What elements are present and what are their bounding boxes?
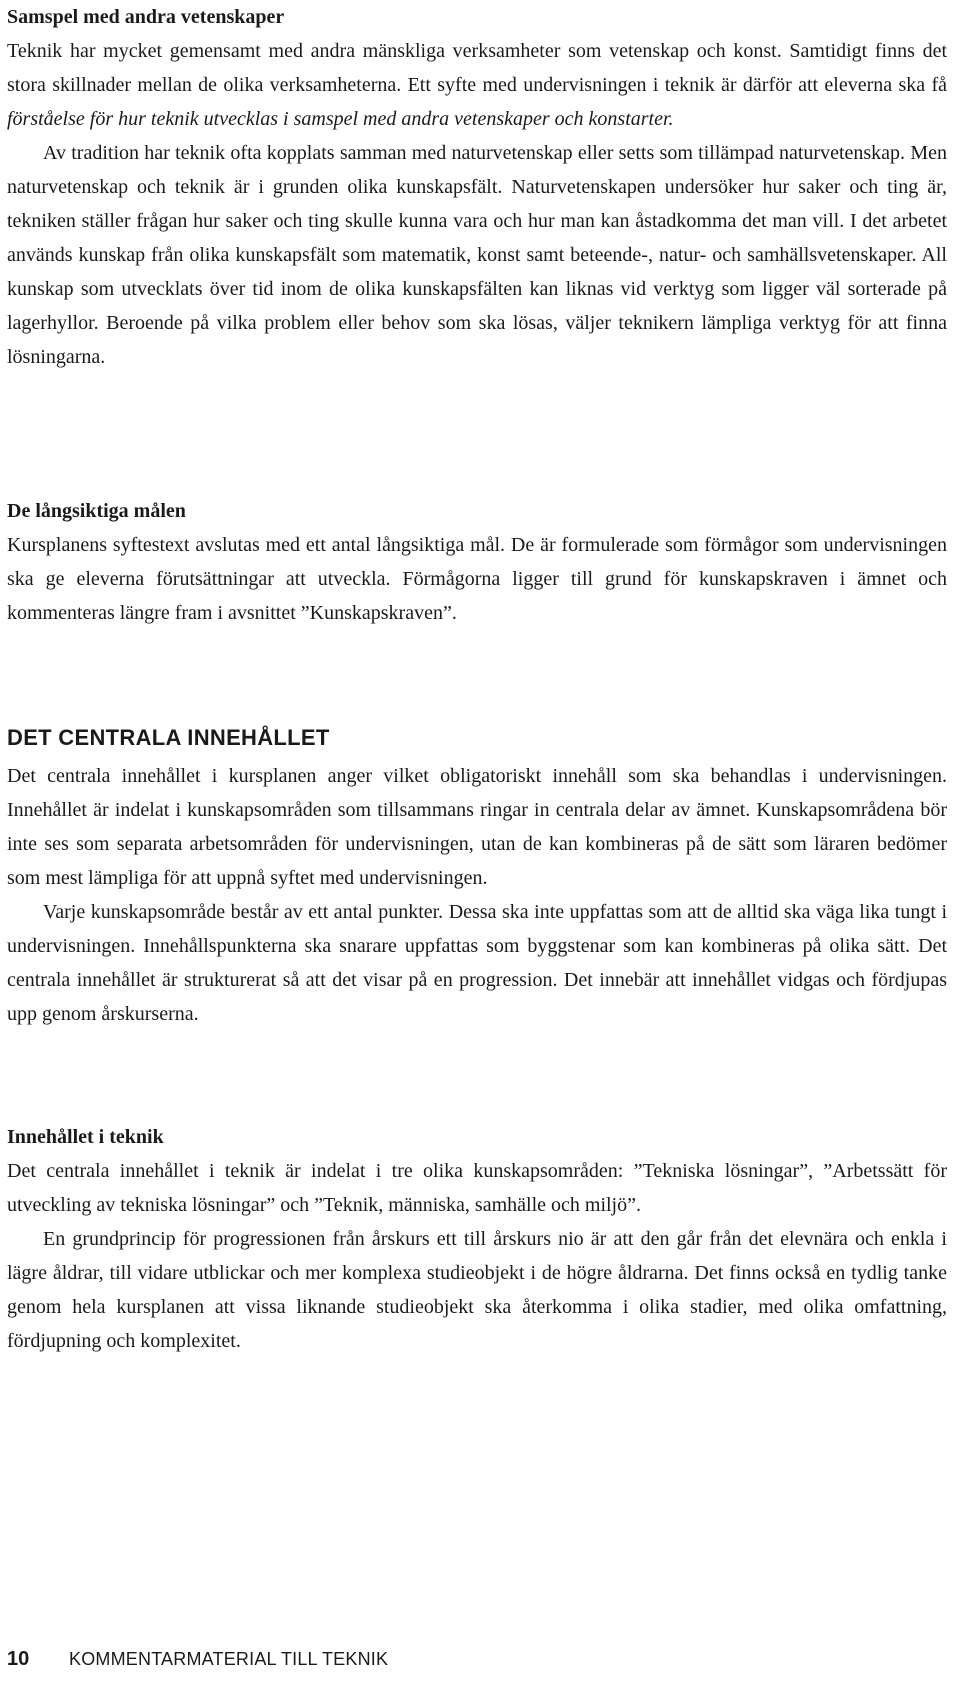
- emphasized-text: förståelse för hur teknik utvecklas i samspel med andra vetenskaper och konstarter.: [7, 108, 674, 130]
- section-heading: De långsiktiga målen: [7, 500, 186, 522]
- section-heading: Innehållet i teknik: [7, 1126, 164, 1148]
- major-section-heading: DET CENTRALA INNEHÅLLET: [7, 725, 330, 750]
- paragraph: Det centrala innehållet i teknik är indelat i tre olika kunskapsområden: ”Tekniska lösningar”, ”Arbetssätt för utveckling av tekniska lösningar” och ”Teknik, människa, samhälle och miljö”.: [7, 1160, 947, 1216]
- paragraph: Varje kunskapsområde består av ett antal punkter. Dessa ska inte uppfattas som att de alltid ska väga lika tungt i undervisningen. Innehållspunkterna ska snarare uppfattas som byggstenar som kan kombineras på olika sätt. Det centrala innehållet är strukturerat så att det visar på en progression. Det innebär att innehållet vidgas och fördjupas upp genom årskurserna.: [7, 901, 947, 1025]
- paragraph: Av tradition har teknik ofta kopplats samman med naturvetenskap eller setts som tillämpad naturvetenskap. Men naturvetenskap och teknik är i grunden olika kunskapsfält. Naturvetenskapen undersöker hur saker och ting är, tekniken ställer frågan hur saker och ting skulle kunna vara och hur man kan åstadkomma det man vill. I det arbetet används kunskap från olika kunskapsfält som matematik, konst samt beteende-, natur- och samhällsvetenskaper. All kunskap som utvecklats över tid inom de olika kunskapsfälten kan liknas vid verktyg som ligger väl sorterade på lagerhyllor. Beroende på vilka problem eller behov som ska lösas, väljer teknikern lämpliga verktyg för att finna lösningarna.: [7, 142, 947, 368]
- paragraph: Det centrala innehållet i kursplanen anger vilket obligatoriskt innehåll som ska behandlas i undervisningen. Innehållet är indelat i kunskapsområden som tillsammans ringar in centrala delar av ämnet. Kunskapsområdena bör inte ses som separata arbetsområden för undervisningen, utan de kan kombineras på de sätt som läraren bedömer som mest lämpliga för att uppnå syftet med undervisningen.: [7, 765, 947, 889]
- page-number: 10: [7, 1648, 30, 1670]
- section-innehallet-i-teknik: [7, 1120, 947, 1358]
- paragraph: [7, 34, 947, 136]
- paragraph: Kursplanens syftestext avslutas med ett antal långsiktiga mål. De är formulerade som förmågor som undervisningen ska ge eleverna förutsättningar att utveckla. Förmågorna ligger till grund för kunskapskraven i ämnet och kommenteras längre fram i avsnittet ”Kunskapskraven”.: [7, 534, 947, 624]
- section-heading: Samspel med andra vetenskaper: [7, 6, 285, 28]
- section-langsiktiga-malen: [7, 494, 947, 630]
- page-footer: [7, 1648, 388, 1671]
- running-title: KOMMENTARMATERIAL TILL TEKNIK: [69, 1649, 389, 1669]
- section-samspel: [7, 0, 947, 374]
- paragraph-text: Teknik har mycket gemensamt med andra mänskliga verksamheter som vetenskap och konst. Samtidigt finns det stora skillnader mellan de olika verksamheterna. Ett syfte med undervisningen i teknik är därför att eleverna ska få: [7, 40, 947, 96]
- paragraph: En grundprincip för progressionen från årskurs ett till årskurs nio är att den går från det elevnära och enkla i lägre åldrar, till vidare utblickar och mer komplexa studieobjekt i de högre åldrarna. Det finns också en tydlig tanke genom hela kursplanen att vissa liknande studieobjekt ska återkomma i olika stadier, med olika omfattning, fördjupning och komplexitet.: [7, 1228, 947, 1352]
- section-centrala-innehallet: [7, 721, 947, 1031]
